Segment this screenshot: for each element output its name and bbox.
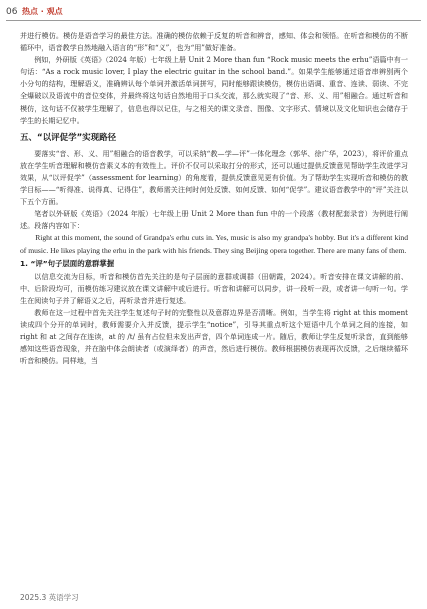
paragraph-intro-example: 笔者以外研版《英语》（2024 年版）七年级上册 Unit 2 More than fun 中的一个段落（教材配套录音）为例进行阐述。段落内容如下： bbox=[20, 209, 408, 231]
page-header bbox=[0, 0, 427, 22]
page-number: 06 bbox=[6, 7, 18, 17]
paragraph-sentence-level: 以信息交流为目标，听音和模仿首先关注的是句子层面的意群或调群（田朝霞，2024）。听音安排在课文讲解的前、中、后阶段均可，而模仿练习建议放在课文讲解中或后进行。听音和讲解可以同步，讲一段听一段，或者讲一句听一句。学生在阅读句子并了解语义之后，再听录音并进行复述。 bbox=[20, 271, 408, 305]
paragraph-example: 例如，外研版《英语》（2024 年版）七年级上册 Unit 2 More than fun “Rock music meets the erhu”语篇中有一句话：“As a rock music lover, I play the electric guitar in the school band.”。如果学生能够通过语音串辨别两个小分句的结构，理解语义，准确辨认每个单词并激活单词拼写，同时能够跟读模仿，模仿出语调、重音、连读、弱读、不完全爆破以及语流中的音位变体，并最终将这句话自然地用于口头交流，那么就实现了“音、形、义、用”相融合。通过听音和模仿，这句话不仅被学生理解了，信息也得以记住，与之相关的课文录音、图像、文字形式、情境以及文化知识也会储存于学生的长期记忆中。 bbox=[20, 55, 408, 125]
paragraph-continuation: 并进行模仿。模仿是语音学习的最佳方法。准确的模仿依赖于反复的听音和辨音，感知、体会和领悟。在听音和模仿的不断循环中，语音教学自然地融入语言的“形”和“义”，也为“用”做好准备。 bbox=[20, 31, 408, 53]
section-label: 热点 · 观点 bbox=[22, 7, 63, 16]
page-footer: 2025.3 英语学习 bbox=[20, 593, 79, 602]
section-heading: 五、“以评促学”实现路径 bbox=[20, 132, 117, 143]
quoted-passage: Right at this moment, the sound of Grandpa's erhu cuts in. Yes, music is also my grandpa's hobby. But it's a different kind of music. He likes playing the erhu in the park with his friends. They sing Beijing opera together. There are many fans of them. bbox=[20, 233, 408, 255]
paragraph-teacher-feedback: 教师在这一过程中首先关注学生复述句子时的完整性以及意群边界是否清晰。例如，当学生将 right at this moment 读成四个分开的单词时，教师需要介入并反馈，提示学生“notice”，引导其重点听这个短语中几个单词之间的连接，如 right 和 at 之间存在连读，at 的 /t/ 虽有占位但未发出声音，四个单词连成一片。随后，教师让学生反复听录音，直到能够感知这些语音现象，并在脑中体会朗读者（或演绎者）的声音，然后进行模仿。教师根据模仿表现再次反馈，之后继续循环听音和模仿。同样地，当 bbox=[20, 307, 408, 366]
subsection-heading: 1. “评”句子层面的意群掌握 bbox=[20, 258, 115, 268]
paragraph-assessment: 要落实“音、形、义、用”相融合的语音教学，可以采纳“教—学—评”一体化理念（郭华、徐广华，2023），将评价重点放在学生听音理解和模仿音素义本的有效性上。评价不仅可以采取打分的形式，还可以通过提供反馈意见帮助学生改进学习效果，从“以评促学”（assessment for learning）的角度看，提供反馈意见更有价值。为了帮助学生实现听音和模仿的教学目标——“听得准、说得真、记得住”，教师需关注何时何处反馈、如何反馈、如何“促学”。建议语音教学中的“评”关注以下五个方面。 bbox=[20, 148, 408, 207]
header-rule bbox=[6, 20, 421, 21]
article-body bbox=[20, 30, 408, 367]
